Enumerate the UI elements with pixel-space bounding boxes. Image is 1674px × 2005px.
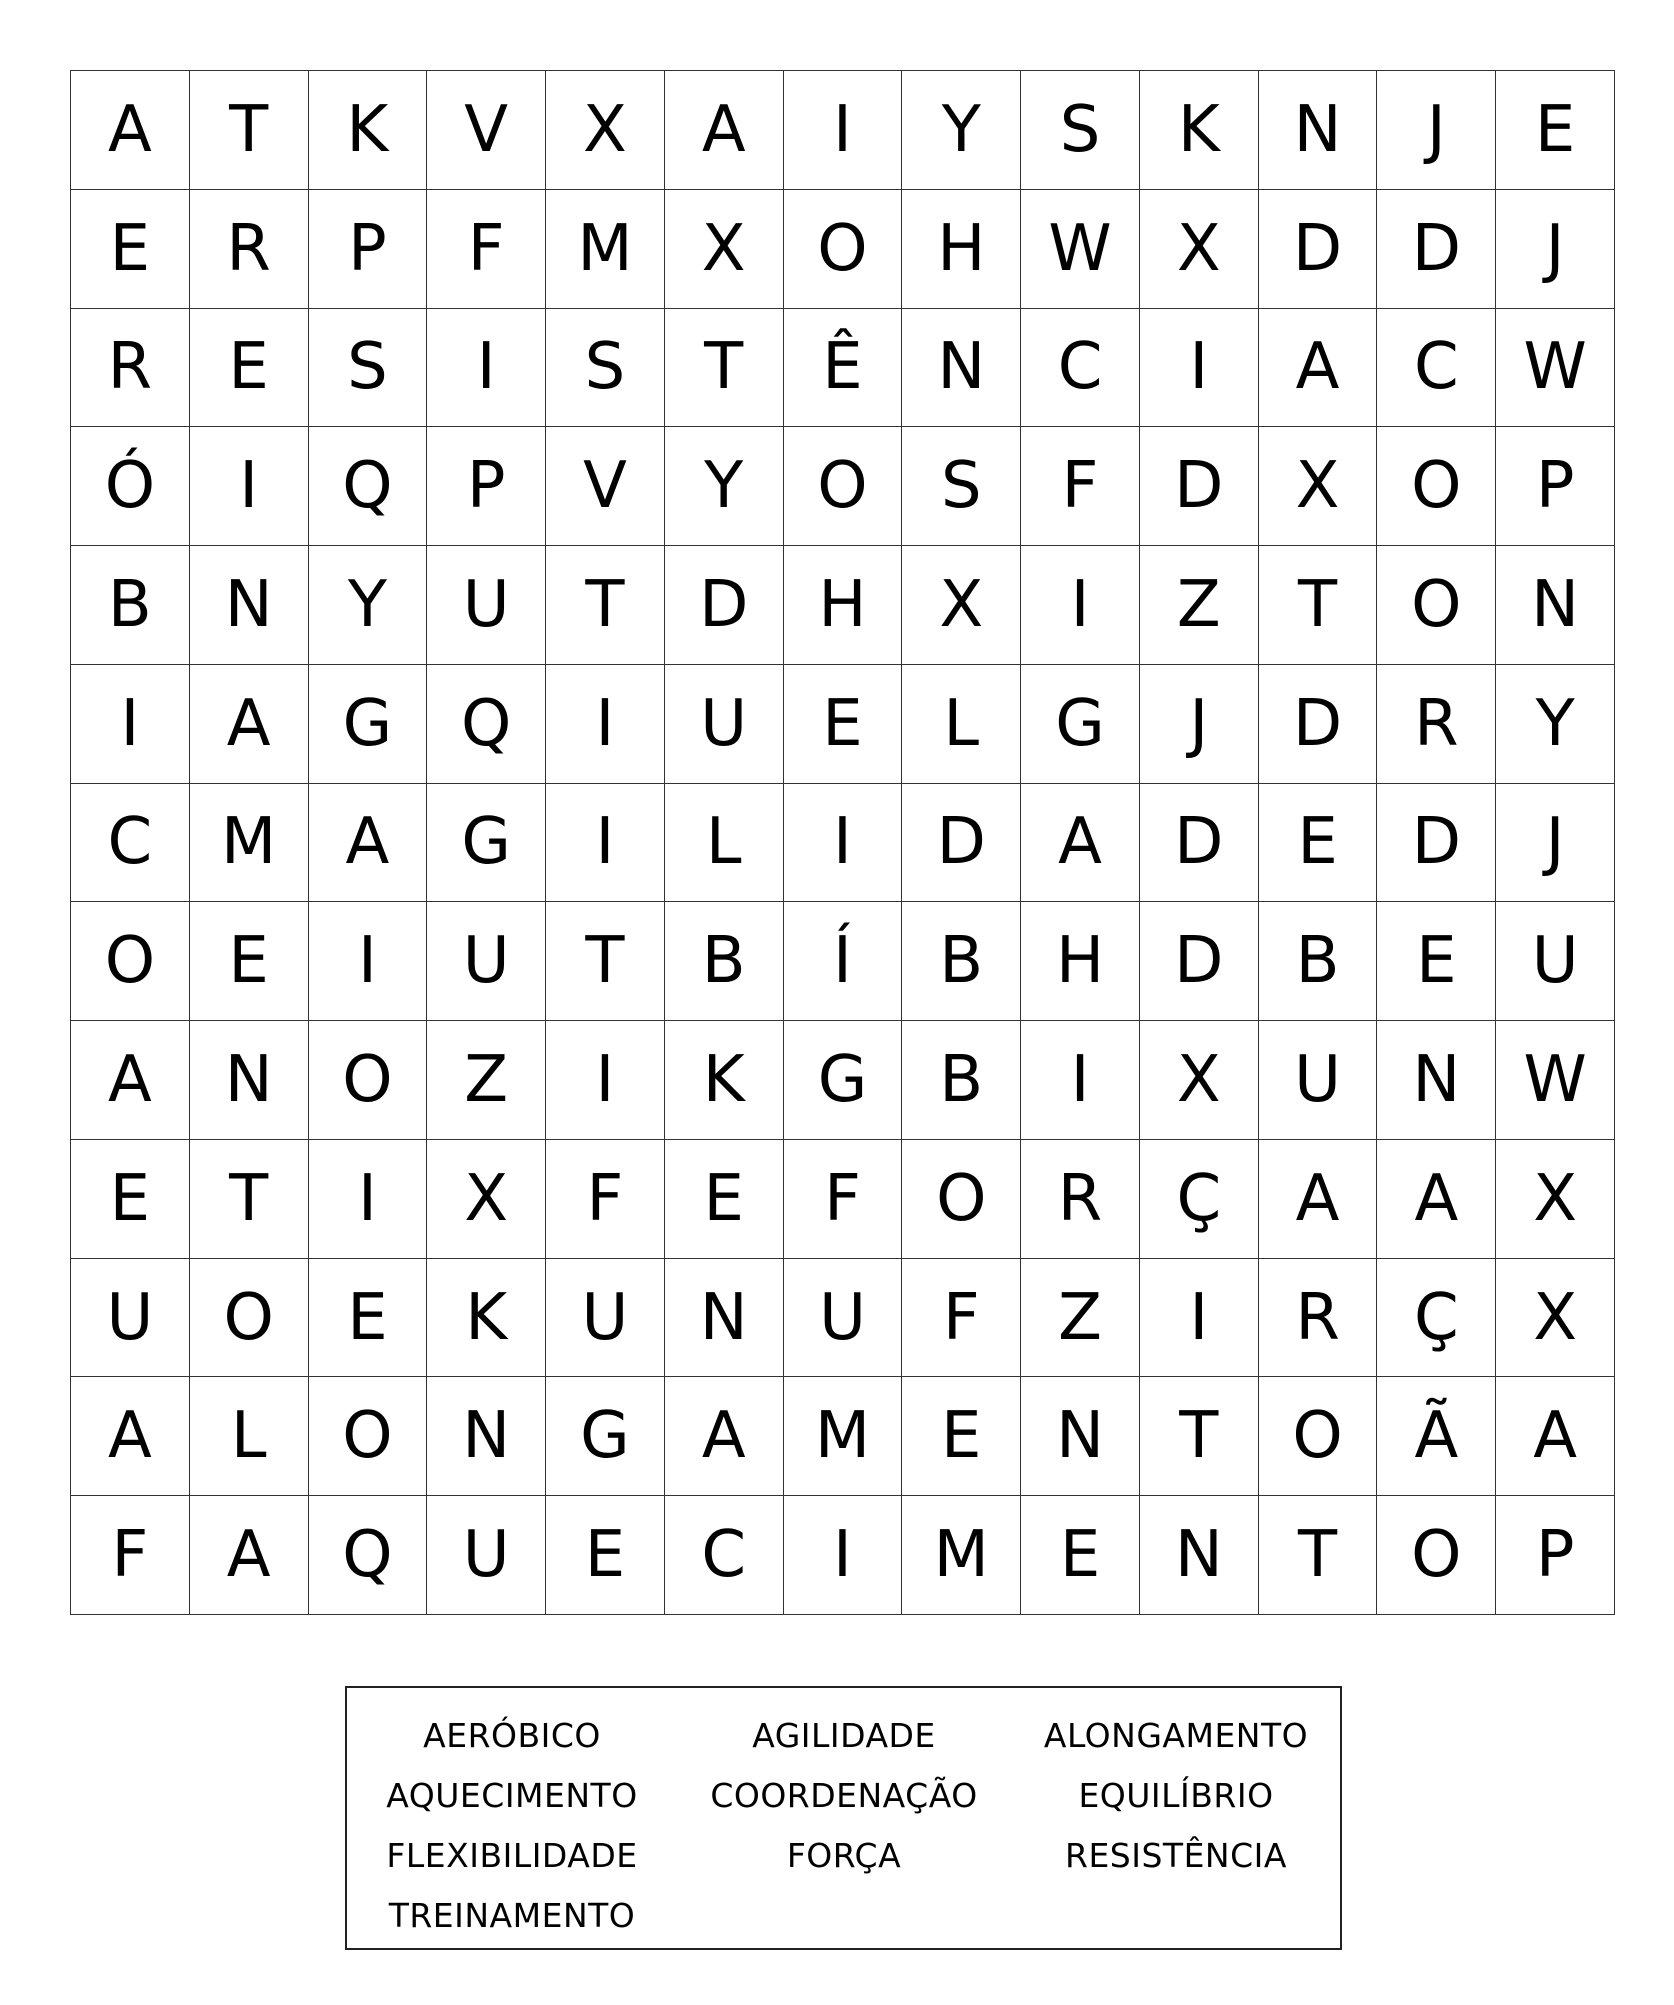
grid-cell-r1-c6[interactable]: A [665,71,784,190]
grid-cell-r5-c13[interactable]: N [1496,546,1615,665]
grid-cell-r6-c2[interactable]: A [190,665,309,784]
grid-cell-r2-c8[interactable]: H [902,190,1021,309]
grid-cell-r6-c7[interactable]: E [784,665,903,784]
grid-cell-r5-c2[interactable]: N [190,546,309,665]
grid-cell-r11-c10[interactable]: I [1140,1259,1259,1378]
grid-cell-r10-c4[interactable]: X [427,1140,546,1259]
word-list-column-3 [1011,1706,1341,1886]
grid-cell-r3-c9[interactable]: C [1021,309,1140,428]
grid-cell-r12-c13[interactable]: A [1496,1377,1615,1496]
word-list-column-2 [679,1706,1009,1886]
grid-cell-r8-c1[interactable]: O [71,902,190,1021]
word-list-item: EQUILÍBRIO [1078,1776,1274,1815]
grid-cell-r13-c6[interactable]: C [665,1496,784,1615]
word-list-item: AERÓBICO [423,1716,601,1755]
grid-cell-r12-c12[interactable]: Ã [1377,1377,1496,1496]
grid-cell-r4-c12[interactable]: O [1377,427,1496,546]
grid-cell-r5-c9[interactable]: I [1021,546,1140,665]
grid-cell-r4-c2[interactable]: I [190,427,309,546]
grid-cell-r10-c11[interactable]: A [1259,1140,1378,1259]
grid-cell-r7-c10[interactable]: D [1140,784,1259,903]
grid-cell-r10-c9[interactable]: R [1021,1140,1140,1259]
grid-cell-r1-c9[interactable]: S [1021,71,1140,190]
grid-cell-r5-c5[interactable]: T [546,546,665,665]
grid-cell-r12-c11[interactable]: O [1259,1377,1378,1496]
grid-cell-r2-c5[interactable]: M [546,190,665,309]
grid-cell-r10-c12[interactable]: A [1377,1140,1496,1259]
word-list-column-1 [347,1706,677,1946]
grid-cell-r8-c10[interactable]: D [1140,902,1259,1021]
grid-cell-r1-c12[interactable]: J [1377,71,1496,190]
grid-cell-r2-c12[interactable]: D [1377,190,1496,309]
word-list-item: FORÇA [786,1836,902,1875]
grid-cell-r2-c9[interactable]: W [1021,190,1140,309]
grid-cell-r3-c3[interactable]: S [309,309,428,428]
grid-cell-r9-c10[interactable]: X [1140,1021,1259,1140]
grid-cell-r13-c8[interactable]: M [902,1496,1021,1615]
grid-cell-r6-c1[interactable]: I [71,665,190,784]
grid-cell-r3-c8[interactable]: N [902,309,1021,428]
grid-cell-r10-c1[interactable]: E [71,1140,190,1259]
grid-cell-r3-c6[interactable]: T [665,309,784,428]
grid-cell-r9-c4[interactable]: Z [427,1021,546,1140]
grid-cell-r7-c12[interactable]: D [1377,784,1496,903]
grid-cell-r11-c1[interactable]: U [71,1259,190,1378]
word-list-item: TREINAMENTO [388,1896,636,1935]
grid-cell-r11-c6[interactable]: N [665,1259,784,1378]
grid-cell-r8-c7[interactable]: Í [784,902,903,1021]
grid-cell-r7-c13[interactable]: J [1496,784,1615,903]
grid-cell-r12-c3[interactable]: O [309,1377,428,1496]
grid-cell-r4-c8[interactable]: S [902,427,1021,546]
grid-cell-r11-c9[interactable]: Z [1021,1259,1140,1378]
grid-cell-r13-c3[interactable]: Q [309,1496,428,1615]
grid-cell-r7-c3[interactable]: A [309,784,428,903]
grid-cell-r6-c11[interactable]: D [1259,665,1378,784]
grid-cell-r3-c12[interactable]: C [1377,309,1496,428]
grid-cell-r10-c6[interactable]: E [665,1140,784,1259]
grid-cell-r5-c1[interactable]: B [71,546,190,665]
grid-cell-r10-c13[interactable]: X [1496,1140,1615,1259]
grid-cell-r4-c1[interactable]: Ó [71,427,190,546]
grid-cell-r4-c5[interactable]: V [546,427,665,546]
grid-cell-r10-c2[interactable]: T [190,1140,309,1259]
grid-cell-r1-c13[interactable]: E [1496,71,1615,190]
grid-cell-r5-c12[interactable]: O [1377,546,1496,665]
grid-cell-r7-c1[interactable]: C [71,784,190,903]
grid-cell-r2-c4[interactable]: F [427,190,546,309]
grid-cell-r8-c2[interactable]: E [190,902,309,1021]
grid-cell-r1-c5[interactable]: X [546,71,665,190]
grid-cell-r9-c13[interactable]: W [1496,1021,1615,1140]
grid-cell-r8-c4[interactable]: U [427,902,546,1021]
word-list-item: FLEXIBILIDADE [386,1836,638,1875]
grid-cell-r3-c11[interactable]: A [1259,309,1378,428]
grid-cell-r10-c7[interactable]: F [784,1140,903,1259]
grid-cell-r7-c5[interactable]: I [546,784,665,903]
grid-cell-r7-c4[interactable]: G [427,784,546,903]
grid-cell-r2-c11[interactable]: D [1259,190,1378,309]
grid-cell-r5-c8[interactable]: X [902,546,1021,665]
word-search-grid [70,70,1615,1615]
grid-cell-r1-c4[interactable]: V [427,71,546,190]
grid-cell-r1-c2[interactable]: T [190,71,309,190]
grid-cell-r6-c8[interactable]: L [902,665,1021,784]
word-list-item: ALONGAMENTO [1043,1716,1309,1755]
grid-cell-r11-c3[interactable]: E [309,1259,428,1378]
grid-cell-r5-c6[interactable]: D [665,546,784,665]
word-list-item: AGILIDADE [752,1716,936,1755]
grid-cell-r13-c1[interactable]: F [71,1496,190,1615]
grid-cell-r2-c2[interactable]: R [190,190,309,309]
grid-cell-r11-c13[interactable]: X [1496,1259,1615,1378]
grid-cell-r1-c3[interactable]: K [309,71,428,190]
grid-cell-r9-c8[interactable]: B [902,1021,1021,1140]
word-list-item: COORDENAÇÃO [710,1776,978,1815]
grid-cell-r10-c8[interactable]: O [902,1140,1021,1259]
grid-cell-r3-c2[interactable]: E [190,309,309,428]
grid-cell-r8-c5[interactable]: T [546,902,665,1021]
grid-cell-r1-c11[interactable]: N [1259,71,1378,190]
grid-cell-r5-c11[interactable]: T [1259,546,1378,665]
grid-cell-r13-c2[interactable]: A [190,1496,309,1615]
grid-cell-r12-c7[interactable]: M [784,1377,903,1496]
grid-cell-r6-c12[interactable]: R [1377,665,1496,784]
grid-cell-r9-c2[interactable]: N [190,1021,309,1140]
grid-cell-r13-c7[interactable]: I [784,1496,903,1615]
grid-cell-r4-c3[interactable]: Q [309,427,428,546]
word-list-item: RESISTÊNCIA [1065,1836,1287,1875]
grid-cell-r5-c3[interactable]: Y [309,546,428,665]
grid-cell-r8-c8[interactable]: B [902,902,1021,1021]
grid-cell-r7-c7[interactable]: I [784,784,903,903]
grid-cell-r2-c3[interactable]: P [309,190,428,309]
grid-cell-r12-c10[interactable]: T [1140,1377,1259,1496]
grid-cell-r12-c6[interactable]: A [665,1377,784,1496]
grid-cell-r7-c8[interactable]: D [902,784,1021,903]
grid-cell-r5-c7[interactable]: H [784,546,903,665]
grid-cell-r13-c5[interactable]: E [546,1496,665,1615]
grid-cell-r12-c4[interactable]: N [427,1377,546,1496]
grid-cell-r11-c2[interactable]: O [190,1259,309,1378]
grid-cell-r9-c3[interactable]: O [309,1021,428,1140]
grid-cell-r9-c6[interactable]: K [665,1021,784,1140]
grid-cell-r11-c7[interactable]: U [784,1259,903,1378]
grid-cell-r10-c10[interactable]: Ç [1140,1140,1259,1259]
grid-cell-r11-c8[interactable]: F [902,1259,1021,1378]
grid-cell-r7-c2[interactable]: M [190,784,309,903]
grid-cell-r3-c13[interactable]: W [1496,309,1615,428]
grid-cell-r9-c11[interactable]: U [1259,1021,1378,1140]
grid-cell-r1-c7[interactable]: I [784,71,903,190]
grid-cell-r7-c11[interactable]: E [1259,784,1378,903]
grid-cell-r4-c9[interactable]: F [1021,427,1140,546]
grid-cell-r13-c11[interactable]: T [1259,1496,1378,1615]
grid-cell-r8-c3[interactable]: I [309,902,428,1021]
word-list-box [345,1686,1342,1950]
grid-cell-r13-c10[interactable]: N [1140,1496,1259,1615]
grid-cell-r4-c6[interactable]: Y [665,427,784,546]
grid-cell-r5-c4[interactable]: U [427,546,546,665]
grid-cell-r12-c1[interactable]: A [71,1377,190,1496]
grid-cell-r6-c4[interactable]: Q [427,665,546,784]
grid-cell-r1-c1[interactable]: A [71,71,190,190]
grid-cell-r12-c2[interactable]: L [190,1377,309,1496]
grid-cell-r2-c7[interactable]: O [784,190,903,309]
grid-cell-r8-c11[interactable]: B [1259,902,1378,1021]
grid-cell-r12-c9[interactable]: N [1021,1377,1140,1496]
grid-cell-r9-c7[interactable]: G [784,1021,903,1140]
grid-cell-r1-c10[interactable]: K [1140,71,1259,190]
word-list-item: AQUECIMENTO [386,1776,638,1815]
grid-cell-r6-c13[interactable]: Y [1496,665,1615,784]
grid-cell-r11-c4[interactable]: K [427,1259,546,1378]
grid-cell-r4-c10[interactable]: D [1140,427,1259,546]
grid-cell-r9-c1[interactable]: A [71,1021,190,1140]
grid-cell-r3-c5[interactable]: S [546,309,665,428]
grid-cell-r12-c5[interactable]: G [546,1377,665,1496]
grid-cell-r3-c4[interactable]: I [427,309,546,428]
grid-cell-r9-c9[interactable]: I [1021,1021,1140,1140]
grid-cell-r11-c11[interactable]: R [1259,1259,1378,1378]
grid-cell-r7-c9[interactable]: A [1021,784,1140,903]
grid-cell-r13-c13[interactable]: P [1496,1496,1615,1615]
grid-cell-r8-c9[interactable]: H [1021,902,1140,1021]
grid-cell-r3-c7[interactable]: Ê [784,309,903,428]
grid-cell-r6-c6[interactable]: U [665,665,784,784]
grid-cell-r9-c5[interactable]: I [546,1021,665,1140]
grid-cell-r4-c7[interactable]: O [784,427,903,546]
grid-cell-r10-c5[interactable]: F [546,1140,665,1259]
grid-cell-r8-c6[interactable]: B [665,902,784,1021]
grid-cell-r7-c6[interactable]: L [665,784,784,903]
grid-cell-r8-c13[interactable]: U [1496,902,1615,1021]
grid-cell-r4-c11[interactable]: X [1259,427,1378,546]
grid-cell-r11-c5[interactable]: U [546,1259,665,1378]
grid-cell-r6-c9[interactable]: G [1021,665,1140,784]
grid-cell-r9-c12[interactable]: N [1377,1021,1496,1140]
grid-cell-r4-c13[interactable]: P [1496,427,1615,546]
grid-cell-r6-c3[interactable]: G [309,665,428,784]
grid-cell-r13-c12[interactable]: O [1377,1496,1496,1615]
grid-cell-r3-c10[interactable]: I [1140,309,1259,428]
grid-cell-r10-c3[interactable]: I [309,1140,428,1259]
grid-cell-r6-c10[interactable]: J [1140,665,1259,784]
grid-cell-r11-c12[interactable]: Ç [1377,1259,1496,1378]
grid-cell-r8-c12[interactable]: E [1377,902,1496,1021]
grid-cell-r2-c13[interactable]: J [1496,190,1615,309]
grid-cell-r13-c4[interactable]: U [427,1496,546,1615]
grid-cell-r5-c10[interactable]: Z [1140,546,1259,665]
grid-cell-r1-c8[interactable]: Y [902,71,1021,190]
grid-cell-r4-c4[interactable]: P [427,427,546,546]
grid-cell-r2-c1[interactable]: E [71,190,190,309]
grid-cell-r3-c1[interactable]: R [71,309,190,428]
grid-cell-r2-c10[interactable]: X [1140,190,1259,309]
grid-cell-r13-c9[interactable]: E [1021,1496,1140,1615]
grid-cell-r12-c8[interactable]: E [902,1377,1021,1496]
grid-cell-r2-c6[interactable]: X [665,190,784,309]
grid-cell-r6-c5[interactable]: I [546,665,665,784]
